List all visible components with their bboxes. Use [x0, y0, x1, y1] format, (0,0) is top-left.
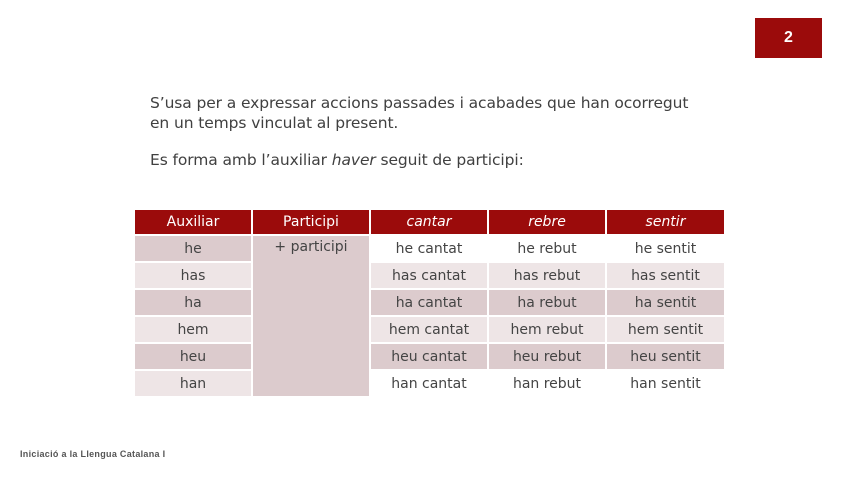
table-row [134, 370, 725, 397]
auxiliar-cell: hem [134, 316, 252, 343]
rebre-cell: has rebut [488, 262, 606, 289]
conjugation-table [133, 208, 726, 398]
cantar-cell: has cantat [370, 262, 488, 289]
table-row [134, 316, 725, 343]
cantar-cell: hem cantat [370, 316, 488, 343]
formation-text-start: Es forma amb l’auxiliar [150, 151, 332, 169]
sentir-cell: hem sentit [606, 316, 725, 343]
auxiliar-cell: has [134, 262, 252, 289]
sentir-cell: ha sentit [606, 289, 725, 316]
rebre-cell: han rebut [488, 370, 606, 397]
cantar-cell: he cantat [370, 235, 488, 262]
auxiliar-cell: heu [134, 343, 252, 370]
auxiliar-cell: han [134, 370, 252, 397]
header-sentir: sentir [606, 209, 725, 235]
page-number-badge: 2 [755, 18, 822, 58]
rebre-cell: hem rebut [488, 316, 606, 343]
sentir-cell: han sentit [606, 370, 725, 397]
table-header-row [134, 209, 725, 235]
header-participi: Participi [252, 209, 370, 235]
cantar-cell: heu cantat [370, 343, 488, 370]
header-auxiliar: Auxiliar [134, 209, 252, 235]
rebre-cell: heu rebut [488, 343, 606, 370]
table-row [134, 343, 725, 370]
rebre-cell: he rebut [488, 235, 606, 262]
table-row [134, 235, 725, 262]
auxiliar-cell: ha [134, 289, 252, 316]
participi-cell: + participi [252, 235, 370, 397]
sentir-cell: heu sentit [606, 343, 725, 370]
cantar-cell: ha cantat [370, 289, 488, 316]
rebre-cell: ha rebut [488, 289, 606, 316]
course-footer: Iniciació a la Llengua Catalana I [20, 449, 166, 459]
cantar-cell: han cantat [370, 370, 488, 397]
formation-emphasis: haver [331, 151, 376, 169]
description-paragraph: S’usa per a expressar accions passades i acabades que han ocorregut en un temps vinculat al present. [150, 94, 689, 132]
auxiliar-cell: he [134, 235, 252, 262]
formation-text-end: seguit de participi: [375, 151, 524, 169]
sentir-cell: has sentit [606, 262, 725, 289]
table-row [134, 262, 725, 289]
header-cantar: cantar [370, 209, 488, 235]
header-rebre: rebre [488, 209, 606, 235]
sentir-cell: he sentit [606, 235, 725, 262]
formation-paragraph [150, 150, 710, 170]
table-row [134, 289, 725, 316]
